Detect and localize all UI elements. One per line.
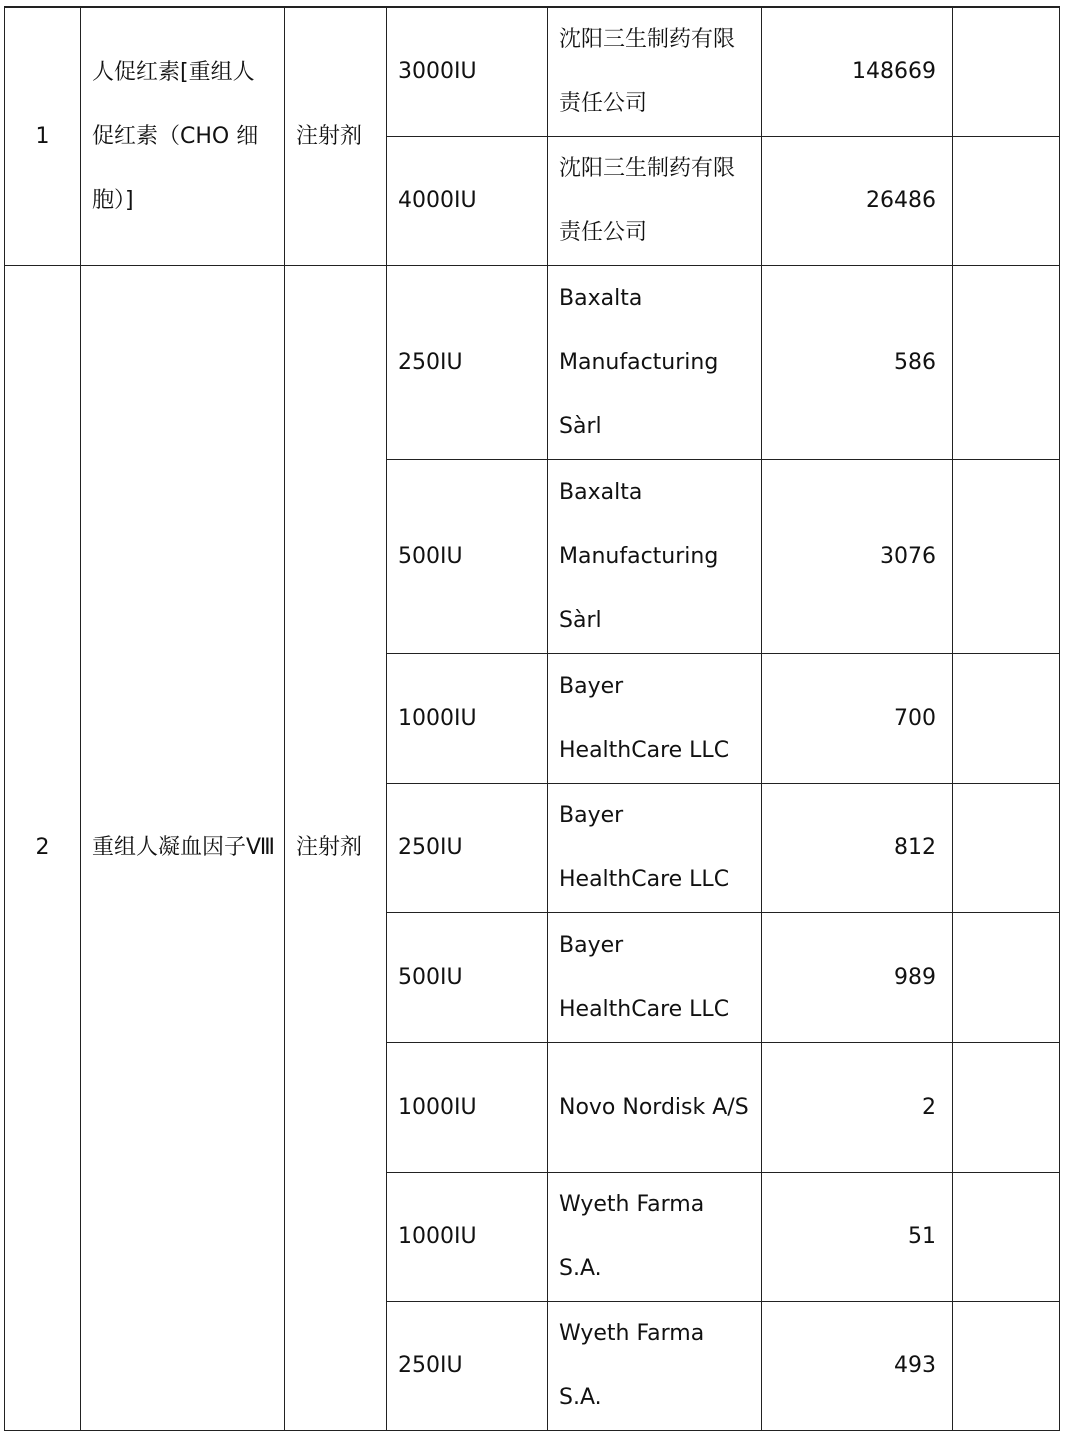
spec: 500IU xyxy=(387,913,548,1043)
manufacturer: Wyeth Farma S.A. xyxy=(548,1173,762,1302)
empty-cell xyxy=(953,1173,1060,1302)
empty-cell xyxy=(953,137,1060,266)
dosage-form: 注射剂 xyxy=(285,8,387,266)
drug-name: 人促红素[重组人促红素（CHO 细胞）] xyxy=(81,8,285,266)
table-row xyxy=(5,8,1060,137)
quantity: 26486 xyxy=(762,137,953,266)
empty-cell xyxy=(953,913,1060,1043)
quantity: 51 xyxy=(762,1173,953,1302)
empty-cell xyxy=(953,8,1060,137)
empty-cell xyxy=(953,1302,1060,1431)
drug-table xyxy=(4,6,1060,1431)
spec: 1000IU xyxy=(387,1043,548,1173)
empty-cell xyxy=(953,1043,1060,1173)
manufacturer: Baxalta Manufacturing Sàrl xyxy=(548,266,762,460)
table-row xyxy=(5,266,1060,460)
row-index: 2 xyxy=(5,266,81,1431)
manufacturer: Novo Nordisk A/S xyxy=(548,1043,762,1173)
quantity: 2 xyxy=(762,1043,953,1173)
manufacturer: Wyeth Farma S.A. xyxy=(548,1302,762,1431)
empty-cell xyxy=(953,784,1060,913)
quantity: 493 xyxy=(762,1302,953,1431)
quantity: 989 xyxy=(762,913,953,1043)
manufacturer: Baxalta Manufacturing Sàrl xyxy=(548,460,762,654)
spec: 1000IU xyxy=(387,1173,548,1302)
manufacturer: Bayer HealthCare LLC xyxy=(548,913,762,1043)
manufacturer: Bayer HealthCare LLC xyxy=(548,784,762,913)
drug-name: 重组人凝血因子Ⅷ xyxy=(81,266,285,1431)
spec: 250IU xyxy=(387,1302,548,1431)
spec: 250IU xyxy=(387,784,548,913)
quantity: 148669 xyxy=(762,8,953,137)
quantity: 812 xyxy=(762,784,953,913)
empty-cell xyxy=(953,266,1060,460)
manufacturer: 沈阳三生制药有限责任公司 xyxy=(548,137,762,266)
empty-cell xyxy=(953,460,1060,654)
quantity: 3076 xyxy=(762,460,953,654)
spec: 1000IU xyxy=(387,654,548,784)
dosage-form: 注射剂 xyxy=(285,266,387,1431)
spec: 4000IU xyxy=(387,137,548,266)
spec: 250IU xyxy=(387,266,548,460)
manufacturer: 沈阳三生制药有限责任公司 xyxy=(548,8,762,137)
spec: 3000IU xyxy=(387,8,548,137)
empty-cell xyxy=(953,654,1060,784)
spec: 500IU xyxy=(387,460,548,654)
quantity: 586 xyxy=(762,266,953,460)
row-index: 1 xyxy=(5,8,81,266)
manufacturer: Bayer HealthCare LLC xyxy=(548,654,762,784)
quantity: 700 xyxy=(762,654,953,784)
